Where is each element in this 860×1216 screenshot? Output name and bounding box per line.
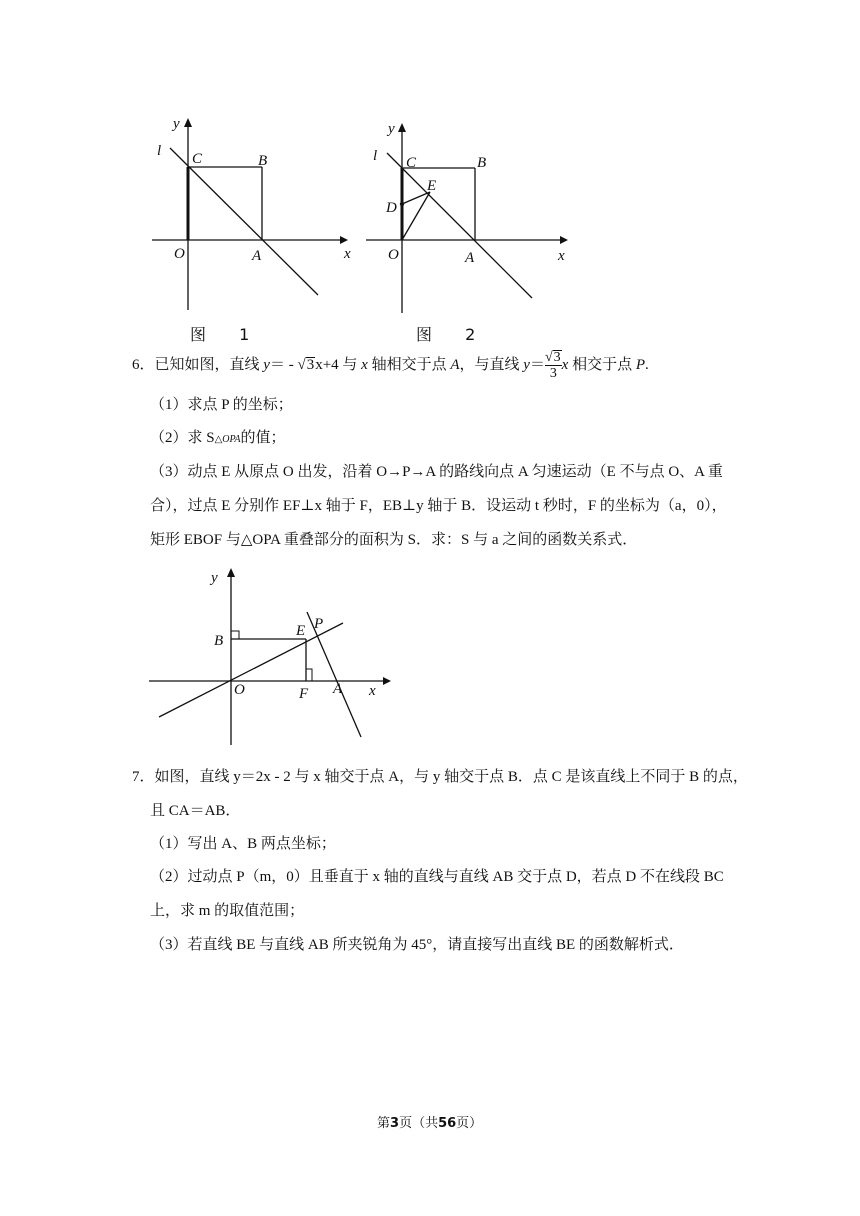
label-y: y [211, 570, 218, 586]
figure-1 [140, 110, 370, 340]
q6-number: 6． [132, 356, 155, 373]
label-a: A [252, 248, 262, 264]
q7-part-2-line-1: （2）过动点 P（m，0）且垂直于 x 轴的直线与直线 AB 交于点 D，若点 D 不在线段 BC [150, 869, 724, 885]
label-x: x [344, 246, 351, 262]
label-b: B [214, 633, 224, 649]
x-axis-arrow [560, 236, 568, 244]
label-c: C [192, 151, 203, 167]
seg-oe [402, 192, 430, 240]
label-o: O [174, 246, 185, 262]
label-y: y [388, 121, 395, 137]
y-axis-arrow [227, 568, 235, 577]
right-angle-b [231, 631, 239, 639]
label-e: E [427, 178, 437, 194]
y-axis-arrow [184, 118, 192, 127]
label-a: A [333, 681, 343, 697]
question-6-stem: 6．已知如图，直线 y＝ - √3x+4 与 x 轴相交于点 A，与直线 y＝ $\frac{√3}{3}$ x 相交于点 P. [132, 350, 649, 381]
label-o: O [234, 682, 245, 698]
q6-part-1: （1）求点 P 的坐标； [150, 397, 293, 413]
figure-3 [145, 565, 405, 750]
figure-2-caption: 图 2 [416, 325, 490, 344]
q6-part-3-line-1: （3）动点 E 从原点 O 出发，沿着 O→P→A 的路线向点 A 匀速运动（E 不与点 O、A 重 [150, 464, 723, 480]
q7-part-1: （1）写出 A、B 两点坐标； [150, 836, 336, 852]
line-l [170, 148, 318, 295]
q6-part-3-line-3: 矩形 EBOF 与△OPA 重叠部分的面积为 S．求：S 与 a 之间的函数关系式． [150, 532, 638, 548]
x-axis-arrow [340, 236, 348, 244]
question-7-line-2: 且 CA＝AB． [150, 803, 241, 819]
question-7-line-1: 7．如图，直线 y＝2x - 2 与 x 轴交于点 A，与 y 轴交于点 B．点 C 是该直线上不同于 B 的点， [132, 769, 748, 785]
label-p: P [314, 616, 324, 632]
q6-part-2: （2）求 S△OPA的值； [150, 430, 286, 446]
x-axis-arrow [383, 677, 391, 685]
page-footer: 第3页（共56页） [377, 1116, 483, 1131]
q6-part-3-line-2: 合），过点 E 分别作 EF⊥x 轴于 F，EB⊥y 轴于 B．设运动 t 秒时，F 的坐标为（a，0）， [150, 498, 727, 514]
label-f: F [299, 686, 309, 702]
fraction-sqrt3-over-3: $\frac{√3}{3}$ [544, 350, 561, 381]
label-d: D [386, 200, 397, 216]
figure-2 [360, 115, 590, 345]
label-o: O [388, 247, 399, 263]
label-e: E [296, 623, 306, 639]
y-axis-arrow [398, 123, 406, 132]
label-x: x [369, 683, 376, 699]
label-a: A [465, 250, 475, 266]
line-l [387, 153, 532, 298]
label-c: C [406, 155, 417, 171]
right-angle-f [306, 669, 312, 681]
label-l: l [157, 143, 162, 159]
label-b: B [258, 153, 268, 169]
q7-part-2-line-2: 上，求 m 的取值范围； [150, 903, 305, 919]
label-b: B [477, 155, 487, 171]
label-x: x [558, 248, 565, 264]
point-d [400, 202, 404, 206]
line-op [159, 623, 343, 717]
label-l: l [373, 148, 378, 164]
q7-part-3: （3）若直线 BE 与直线 AB 所夹锐角为 45°，请直接写出直线 BE 的函数解析式． [150, 937, 684, 953]
figure-1-caption: 图 1 [190, 325, 264, 344]
label-y: y [173, 116, 180, 132]
